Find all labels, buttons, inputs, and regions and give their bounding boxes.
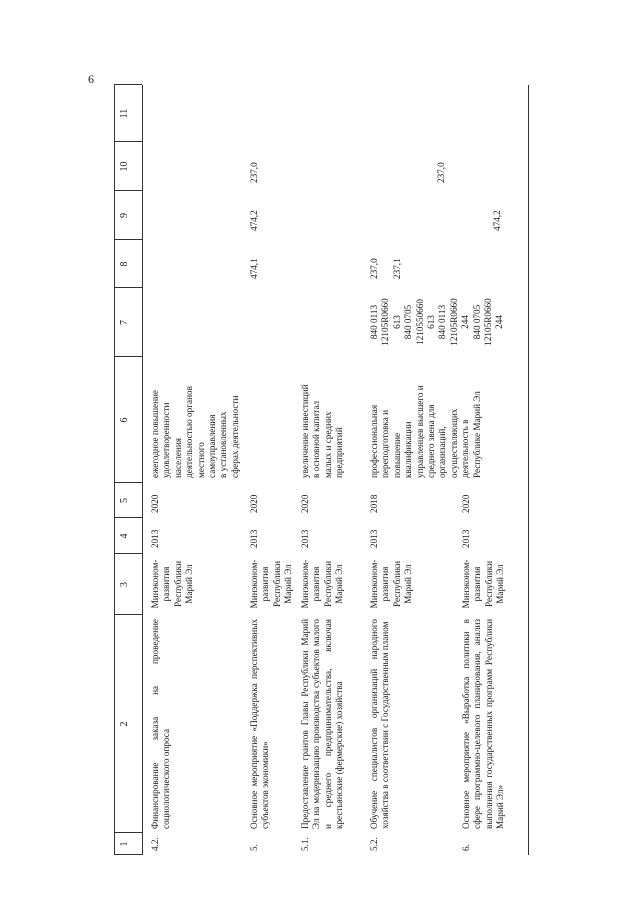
column-header-8: 8 [119, 261, 130, 267]
value-2018: 474,1 [249, 258, 259, 279]
start-year: 2013 [300, 529, 310, 548]
start-year: 2013 [150, 529, 160, 548]
end-year: 2018 [369, 494, 379, 513]
table-bottom-border [528, 85, 529, 855]
measure-name: Обучение специалистов организаций народного хозяйства в соответствии с Государственным планом [369, 619, 391, 829]
program-table [114, 85, 528, 855]
executor: Минэконом- развития Республики Марий Эл [369, 559, 414, 609]
header-separator [142, 85, 143, 855]
row-number: 6. [461, 844, 471, 851]
start-year: 2013 [369, 529, 379, 548]
measure-name: Предоставление грантов Главы Республики Марий Эл на модернизацию производства субъектов малого и среднего предпринимательства, включая крестьянские (фермерские) хозяйства [300, 619, 345, 829]
column-header-2: 2 [119, 721, 130, 727]
table-top-border [114, 85, 115, 855]
end-year: 2020 [300, 494, 310, 513]
column-header-3: 3 [119, 582, 130, 587]
measure-name: Основное мероприятие «Выработка политики в сфере программно-целевого планирования, анализ выполнения государственных программ Республики Марий Эл» [461, 619, 506, 829]
column-header-10: 10 [119, 161, 130, 172]
expected-result: увеличение инвестиций в основной капитал малых и средних предприятий [300, 384, 345, 478]
end-year: 2020 [249, 494, 259, 513]
row-number: 5.1. [300, 837, 310, 851]
measure-name: Основное мероприятие «Поддержка перспективных субъектов экономики» [249, 619, 271, 829]
column-header-6: 6 [119, 417, 130, 423]
expected-result: профессиональная переподготовка и повышение квалификации управленцев высшего и среднего звена для организаций, осуществляющих деятельность в Республике Марий Эл [369, 385, 482, 478]
expected-result: ежегодное повышение удовлетворенности населения деятельностью органов местного самоуправления в установленных сферах деятельности [150, 386, 240, 478]
executor: Минэконом- развития Республики Марий Эл [150, 559, 195, 609]
column-header-4: 4 [119, 533, 130, 539]
row-number: 5.2. [369, 837, 379, 851]
value-2020: 237,0 [249, 162, 259, 183]
column-header-11: 11 [119, 108, 130, 119]
value-2017: 237,0 237,1 [369, 258, 402, 279]
column-header-9: 9 [119, 213, 130, 218]
executor: Минэконом- развития Республики Марий Эл [461, 559, 506, 609]
end-year: 2020 [150, 494, 160, 513]
executor: Минэконом- развития Республики Марий Эл [249, 559, 294, 609]
end-year: 2020 [461, 494, 471, 513]
row-number: 5. [249, 844, 259, 851]
rotated-table-sheet [114, 85, 528, 855]
start-year: 2013 [249, 529, 259, 548]
column-header-5: 5 [119, 498, 130, 503]
column-header-7: 7 [119, 320, 130, 325]
measure-name: Финансирование заказа на проведение социологического опроса [150, 619, 172, 829]
column-header-1: 1 [119, 841, 130, 847]
value-2020: 237,0 [436, 162, 446, 183]
start-year: 2013 [461, 529, 471, 548]
executor: Минэконом- развития Республики Марий Эл [300, 559, 345, 609]
value-2019: 474,2 [249, 210, 259, 231]
row-number: 4.2. [150, 837, 160, 851]
value-2019: 474,2 [492, 210, 502, 231]
budget-classification-code: 840 0113 12105R0660 613 840 0705 1210550660 613 840 0113 12105R0660 244 840 0705 12105R0660 244 [369, 298, 505, 346]
page-number: 6 [88, 72, 94, 86]
